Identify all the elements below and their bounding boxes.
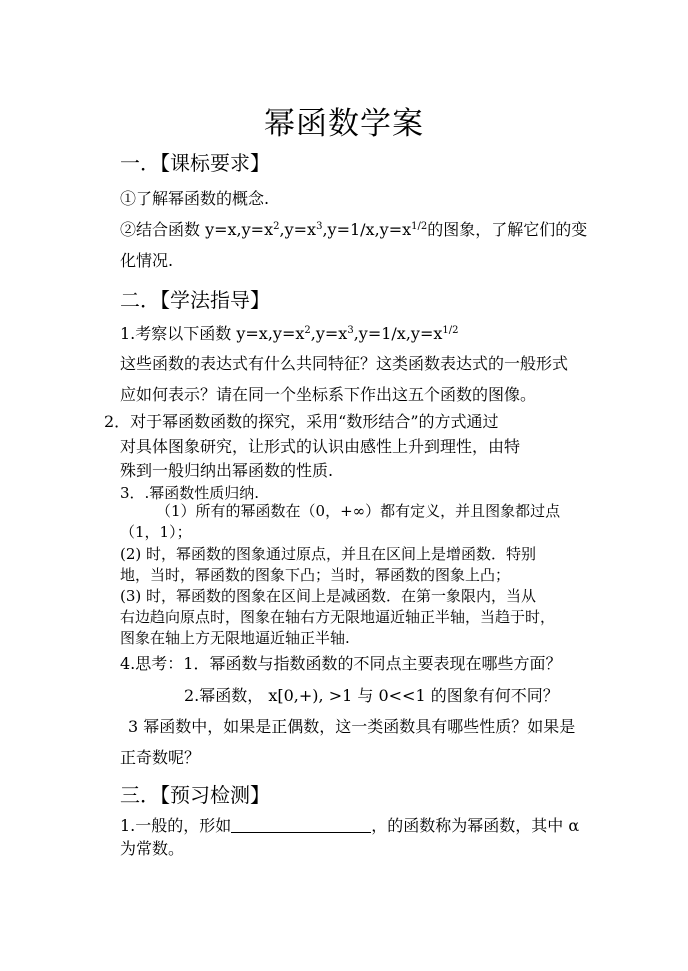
text-line: (2) 时，幂函数的图象通过原点，并且在区间上是增函数．特别 (120, 545, 537, 563)
text-line: 殊到一般归纳出幂函数的性质. (120, 461, 334, 480)
text-line: 对具体图象研究，让形式的认识由感性上升到理性，由特 (120, 437, 521, 456)
section-heading-3: 三．【预习检测】 (120, 783, 270, 807)
text-line: 为常数。 (120, 839, 185, 858)
text-line: 图象在轴上方无限地逼近轴正半轴. (120, 629, 350, 647)
text-line: 3．.幂函数性质归纳. (120, 484, 260, 502)
answer-blank[interactable] (231, 818, 371, 833)
text-line: (3) 时，幂函数的图象在区间上是减函数．在第一象限内，当从 (120, 587, 537, 605)
text-line: （1，1）； (120, 523, 192, 541)
page-title: 幂函数学案 (264, 106, 424, 142)
text-line: 地，当时，幂函数的图象下凸；当时，幂函数的图象上凸； (120, 566, 511, 584)
text-line: 3 幂函数中，如果是正偶数，这一类函数具有哪些性质？如果是 (128, 717, 576, 736)
text-line: 正奇数呢？ (120, 748, 201, 767)
text-line: 化情况. (120, 251, 174, 270)
text-line: 1.考察以下函数 $y=x,y=x^2,y=x^3,y=1/x,y=x^{1/2}$ (120, 324, 459, 343)
text-line: 这些函数的表达式有什么共同特征？这类函数表达式的一般形式 (120, 354, 569, 373)
text-line: 2．对于幂函数函数的探究，采用“数形结合”的方式通过 (104, 412, 499, 431)
text-line: 1.一般的，形如 ，的函数称为幂函数，其中 α (120, 816, 580, 835)
text-line: （1）所有的幂函数在（0，+∞）都有定义，并且图象都过点 (156, 502, 561, 520)
text-line: 2.幂函数， x[0,+), >1 与 0<<1 的图象有何不同？ (184, 686, 559, 705)
text-line: ②结合函数 $y=x,y=x^2,y=x^3,y=1/x,y=x^{1/2}$的图象，了解它们的变 (120, 220, 588, 239)
text-line: 右边趋向原点时，图象在轴右方无限地逼近轴正半轴，当趋于时， (120, 608, 556, 626)
text-line: ①了解幂函数的概念. (120, 189, 270, 208)
section-heading-1: 一．【课标要求】 (120, 151, 270, 175)
text-line: 应如何表示？请在同一个坐标系下作出这五个函数的图像。 (120, 385, 537, 404)
section-heading-2: 二．【学法指导】 (120, 288, 270, 312)
text-line: 4.思考：1．幂函数与指数函数的不同点主要表现在哪些方面？ (120, 654, 562, 673)
